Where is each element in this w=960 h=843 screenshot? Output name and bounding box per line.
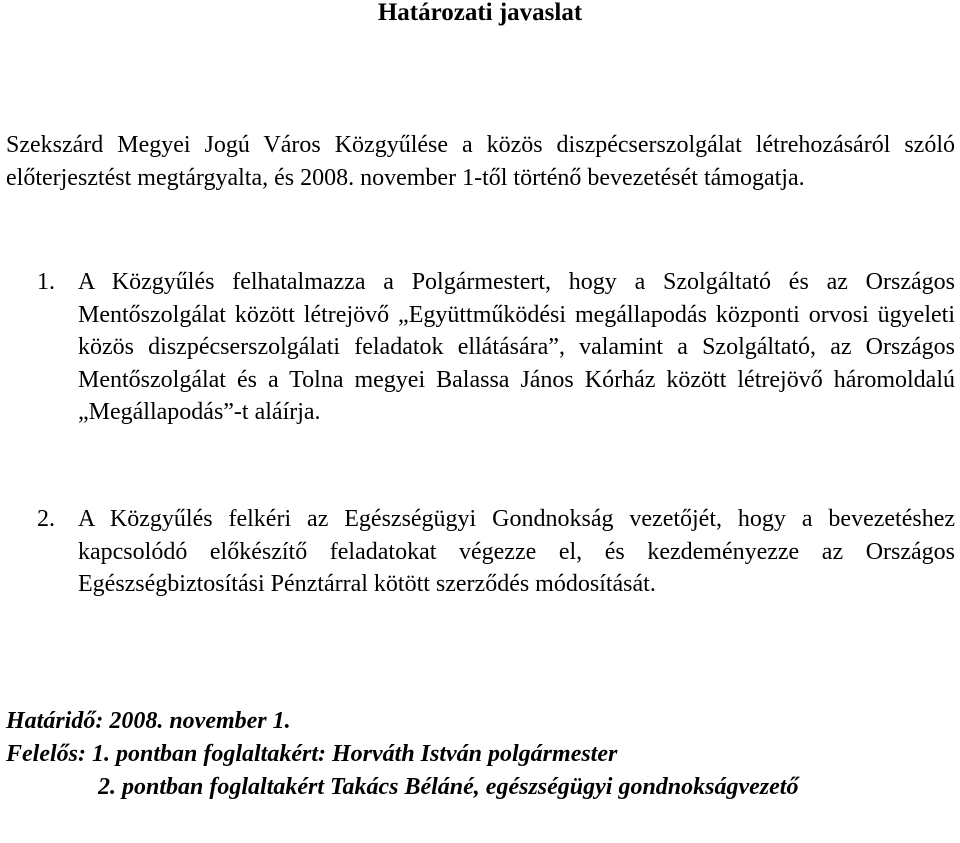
resolution-item-2 [37, 503, 955, 601]
item-number: 2. [37, 506, 55, 532]
responsible-line-2: 2. pontban foglaltakért Takács Béláné, egészségügyi gondnokságvezető [98, 774, 799, 800]
item-text: A Közgyűlés felhatalmazza a Polgármestert, hogy a Szolgáltató és az Országos Mentőszolgálat között létrejövő „Együttműködési megállapodás központi orvosi ügyeleti közös diszpécserszolgálati feladatok ellátására”, valamint a Szolgáltató, az Országos Mentőszolgálat és a Tolna megyei Balassa János Kórház között létrejövő háromoldalú „Megállapodás”-t aláírja. [78, 269, 955, 425]
item-number: 1. [37, 269, 55, 295]
document-title: Határozati javaslat [377, 0, 583, 26]
resolution-item-1 [37, 266, 955, 429]
item-text: A Közgyűlés felkéri az Egészségügyi Gondnokság vezetőjét, hogy a bevezetéshez kapcsolódó előkészítő feladatokat végezze el, és kezdeményezze az Országos Egészségbiztosítási Pénztárral kötött szerződés módosítását. [78, 506, 955, 597]
responsible-line-1: Felelős: 1. pontban foglaltakért: Horváth István polgármester [6, 741, 618, 767]
intro-paragraph: Szekszárd Megyei Jogú Város Közgyűlése a közös diszpécserszolgálat létrehozásáról szóló előterjesztést megtárgyalta, és 2008. november 1-től történő bevezetését támogatja. [6, 132, 955, 191]
deadline-line: Határidő: 2008. november 1. [6, 708, 291, 734]
